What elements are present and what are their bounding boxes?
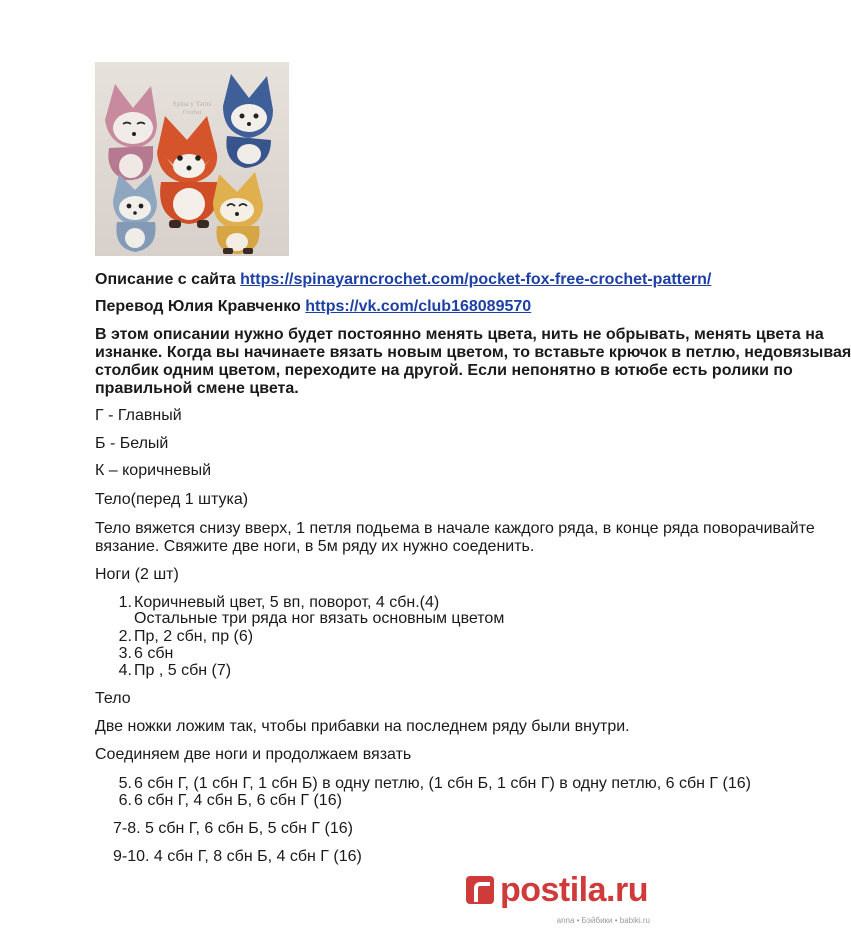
source-link[interactable]: https://spinayarncrochet.com/pocket-fox-free-crochet-pattern/: [240, 271, 712, 288]
legend-brown: К – коричневый: [95, 462, 212, 479]
rows-9-10: 9-10. 4 сбн Г, 8 сбн Б, 4 сбн Г (16): [113, 848, 362, 865]
body-step-num: 5.: [118, 775, 132, 792]
body-step-text: 6 сбн Г, 4 сбн Б, 6 сбн Г (16): [134, 792, 342, 809]
body-front-text-1: Тело вяжется снизу вверх, 1 петля подьема в начале каждого ряда, в конце ряда поворачивайте: [95, 520, 815, 537]
legs-step-text: 6 сбн: [134, 645, 174, 662]
photo-watermark-1: Spina y Yarns: [172, 100, 212, 108]
body-line-1: Две ножки ложим так, чтобы прибавки на последнем ряду были внутри.: [95, 718, 630, 735]
grey-fox: [113, 174, 157, 252]
legs-step-num: 1.: [118, 594, 132, 611]
body-front-title: Тело(перед 1 штука): [95, 491, 249, 508]
yellow-fox: [213, 172, 263, 254]
legend-white: Б - Белый: [95, 435, 169, 452]
pink-fox: [105, 84, 157, 180]
source-label: Описание с сайта: [95, 271, 241, 288]
footer-credit: anna • Бэйбики • babiki.ru: [556, 916, 650, 925]
source-line: [95, 271, 711, 289]
legs-step-num: 3.: [118, 645, 132, 662]
legs-step-num: 4.: [118, 662, 132, 679]
intro-line-2: изнанке. Когда вы начинаете вязать новым цветом, то вставьте крючок в петлю, недовязывая: [95, 344, 851, 361]
fox-illustration: [95, 62, 289, 256]
body-step-text: 6 сбн Г, (1 сбн Г, 1 сбн Б) в одну петлю, (1 сбн Б, 1 сбн Г) в одну петлю, 6 сбн Г (16): [134, 775, 751, 792]
body-line-2: Соединяем две ноги и продолжаем вязать: [95, 746, 412, 763]
legs-step-text: Коричневый цвет, 5 вп, поворот, 4 сбн.(4): [134, 594, 440, 611]
rows-7-8: 7-8. 5 сбн Г, 6 сбн Б, 5 сбн Г (16): [113, 820, 353, 837]
legs-step-sub: Остальные три ряда ног вязать основным цветом: [134, 610, 505, 627]
body-title: Тело: [95, 690, 131, 707]
intro-line-4: правильной смене цвета.: [95, 380, 299, 397]
blue-fox: [223, 74, 273, 168]
body-front-text-2: вязание. Свяжите две ноги, в 5м ряду их нужно соеденить.: [95, 538, 535, 555]
translator-label: Перевод Юлия Кравченко: [95, 298, 306, 315]
translator-line: [95, 298, 531, 316]
intro-line-3: столбик одним цветом, переходите на другой. Если непонятно в ютюбе есть ролики по: [95, 362, 793, 379]
postila-logo-text: postila.ru: [499, 870, 648, 909]
legs-title: Ноги (2 шт): [95, 566, 179, 583]
intro-line-1: В этом описании нужно будет постоянно менять цвета, нить не обрывать, менять цвета на: [95, 326, 824, 343]
postila-icon: [466, 876, 494, 904]
postila-logo[interactable]: [466, 866, 648, 914]
translator-link[interactable]: https://vk.com/club168089570: [305, 298, 532, 315]
legs-step-text: Пр , 5 сбн (7): [134, 662, 232, 679]
legend-main: Г - Главный: [95, 407, 182, 424]
orange-fox: [157, 116, 218, 228]
legs-step-num: 2.: [118, 628, 132, 645]
legs-step-text: Пр, 2 сбн, пр (6): [134, 628, 254, 645]
photo-watermark-2: Crochet: [182, 110, 202, 116]
body-step-num: 6.: [118, 792, 132, 809]
fox-photo: [95, 62, 289, 256]
